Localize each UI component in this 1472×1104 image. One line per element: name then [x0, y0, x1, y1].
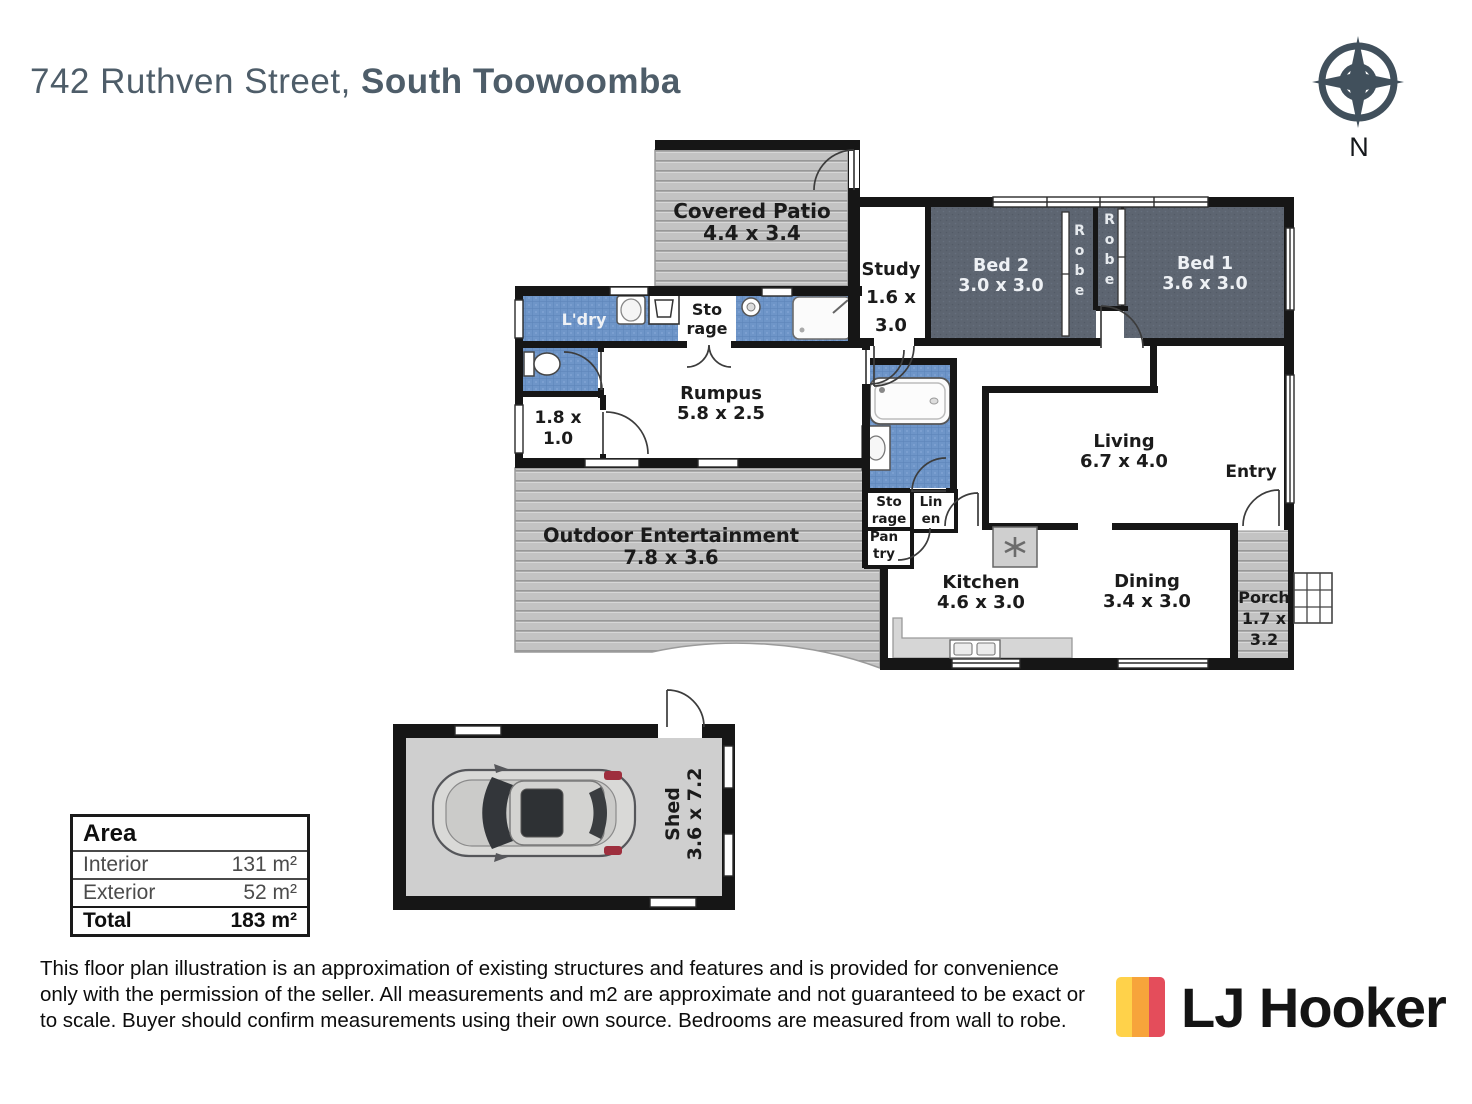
- laundry-sink-icon: [617, 296, 645, 324]
- kitchen-sink-icon: [950, 640, 1000, 658]
- label-wc-dims: 1.8 x 1.0: [534, 408, 582, 449]
- label-pantry: Pan try: [869, 529, 899, 562]
- compass-icon: [1312, 36, 1404, 128]
- brand-logo-icon: [1116, 977, 1165, 1037]
- title-address: 742 Ruthven Street,: [30, 62, 362, 101]
- label-rumpus: Rumpus 5.8 x 2.5: [677, 383, 765, 424]
- label-storage-small: Sto rage: [871, 494, 907, 527]
- area-table: [70, 814, 310, 937]
- label-robe-b: Robe: [1104, 212, 1115, 288]
- label-outdoor: Outdoor Entertainment 7.8 x 3.6: [542, 524, 800, 569]
- label-living: Living 6.7 x 4.0: [1080, 431, 1168, 472]
- label-covered-patio: Covered Patio 4.4 x 3.4: [673, 199, 831, 245]
- brand-logo: [1116, 972, 1446, 1042]
- toilet-icon: [524, 352, 560, 376]
- shed-door-swing: [667, 690, 704, 727]
- car-icon: [433, 764, 635, 862]
- area-row-interior: Interior 131 m²: [72, 851, 309, 879]
- compass-north-label: N: [1349, 132, 1369, 162]
- label-linen: Lin en: [919, 494, 943, 527]
- label-porch: Porch 1.7 x 3.2: [1238, 588, 1290, 649]
- area-row-total: Total 183 m²: [72, 907, 309, 936]
- label-dining: Dining 3.4 x 3.0: [1103, 571, 1191, 612]
- label-shed: Shed 3.6 x 7.2: [662, 767, 706, 861]
- label-kitchen: Kitchen 4.6 x 3.0: [937, 572, 1025, 613]
- label-storage-top: Sto rage: [686, 300, 728, 338]
- label-study: Study 1.6 x 3.0: [861, 259, 921, 336]
- disclaimer-text: This floor plan illustration is an approximation of existing structures and features and is provided for convenience only with the permission of the seller. All measurements and m2 are approximate and not guaranteed to be exact or to scale. Buyer should confirm measurements using their own source. Bedrooms are measured from wall to robe.: [40, 957, 1085, 1032]
- porch-steps-icon: [1294, 573, 1332, 623]
- brand-logo-text: LJ Hooker: [1181, 975, 1446, 1039]
- stove-icon: [993, 527, 1037, 567]
- label-bed2: Bed 2 3.0 x 3.0: [958, 256, 1044, 296]
- label-robe-a: Robe: [1074, 223, 1085, 299]
- area-row-exterior: Exterior 52 m²: [72, 879, 309, 907]
- area-table-header: Area: [83, 820, 137, 847]
- label-bed1: Bed 1 3.6 x 3.0: [1162, 254, 1248, 294]
- label-laundry: L'dry: [561, 310, 607, 329]
- title-suburb: South Toowoomba: [361, 62, 681, 101]
- label-entry: Entry: [1225, 462, 1277, 482]
- washing-machine-icon: [649, 294, 679, 324]
